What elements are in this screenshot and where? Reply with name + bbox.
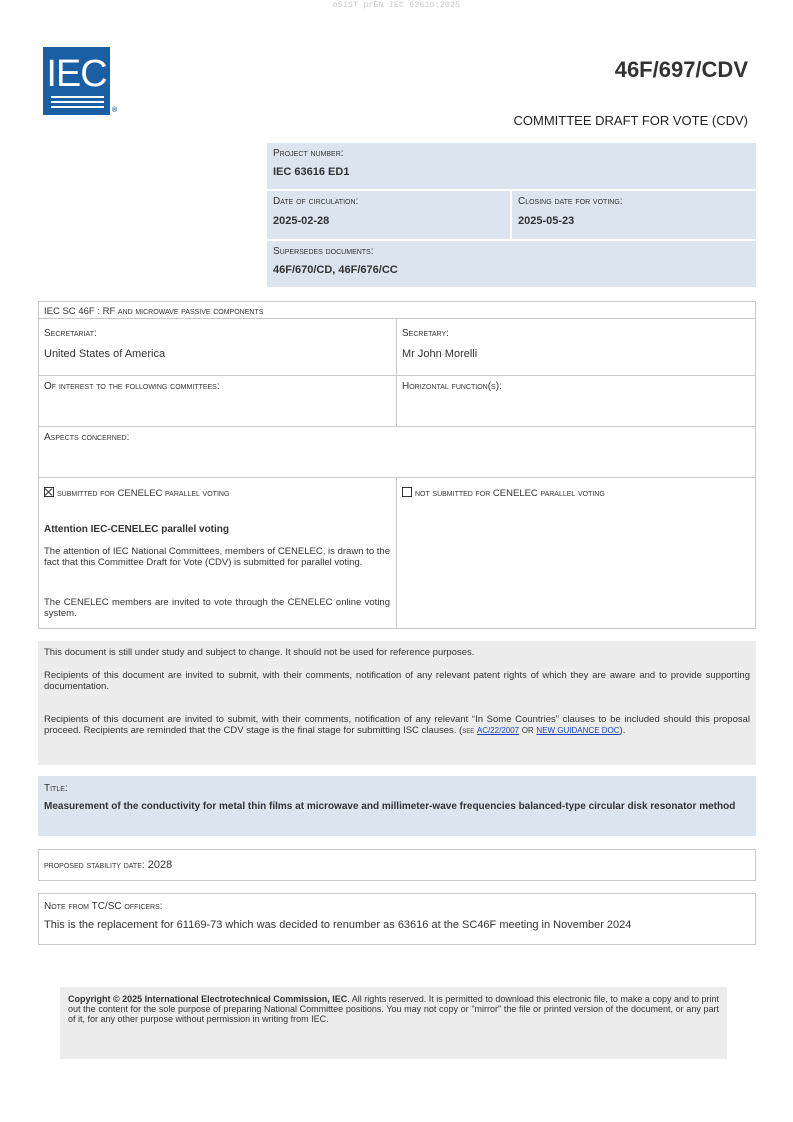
submitted-voting-option: submitted for CENELEC parallel voting	[44, 487, 229, 499]
stability-date-label: proposed stability date:	[44, 860, 145, 871]
document-number: 46F/697/CDV	[614, 57, 748, 82]
stability-date-box	[38, 849, 756, 881]
committee-name: IEC SC 46F : RF and microwave passive components	[44, 306, 264, 317]
copyright-text: . All rights reserved. It is permitted to download this electronic file, to make a copy and to print out the content for the sole purpose of preparing National Committee positions. You may not copy or "mirror" the file or printed version of the document, or any part of it, for any other purpose without permission in writing from IEC.	[68, 994, 719, 1024]
new-guidance-doc-link[interactable]: NEW GUIDANCE DOC	[536, 726, 620, 735]
supersedes-value: 46F/670/CD, 46F/676/CC	[273, 264, 398, 276]
secretary-value: Mr John Morelli	[402, 348, 478, 360]
supersedes-label: Supersedes documents:	[273, 246, 374, 257]
secretariat-label: Secretariat:	[44, 328, 97, 339]
aspects-label: Aspects concerned:	[44, 432, 130, 443]
stability-date	[44, 859, 172, 871]
iec-logo	[43, 47, 110, 115]
notice-paragraph-3: Recipients of this document are invited to submit, with their comments, notification of any relevant “In Some Countries” clauses to be included should this proposal proceed. Recipients are reminded that the CDV stage is the final stage for submitting ISC clauses. (see AC/22/2007 OR NEW GUIDANCE DOC).	[44, 714, 750, 736]
checked-box-icon	[44, 487, 54, 497]
notice-box	[38, 641, 756, 765]
note-box	[38, 893, 756, 945]
document-type: COMMITTEE DRAFT FOR VOTE (CDV)	[513, 113, 748, 128]
committee-table	[38, 301, 756, 629]
copyright-box	[60, 987, 727, 1059]
note-label: Note from TC/SC officers:	[44, 901, 163, 912]
notice-paragraph-1: This document is still under study and subject to change. It should not be used for reference purposes.	[44, 647, 475, 658]
circulation-date-cell	[267, 191, 510, 239]
supersedes-cell	[267, 241, 756, 287]
notice-paragraph-2: Recipients of this document are invited to submit, with their comments, notification of any relevant patent rights of which they are aware and to provide supporting documentation.	[44, 670, 750, 692]
attention-title: Attention IEC-CENELEC parallel voting	[44, 524, 230, 535]
title-box	[38, 776, 756, 836]
project-number-value: IEC 63616 ED1	[273, 166, 350, 178]
secretary-label: Secretary:	[402, 328, 449, 339]
not-submitted-voting-option: not submitted for CENELEC parallel voting	[402, 487, 605, 499]
unchecked-box-icon	[402, 487, 412, 497]
closing-date-cell	[512, 191, 756, 239]
title-value: Measurement of the conductivity for metal thin films at microwave and millimeter-wave frequencies balanced-type circular disk resonator method	[44, 801, 736, 812]
project-number-label: Project number:	[273, 148, 344, 159]
circulation-date-value: 2025-02-28	[273, 215, 330, 227]
interest-label: Of interest to the following committees:	[44, 381, 220, 392]
closing-date-value: 2025-05-23	[518, 215, 575, 227]
ac-22-2007-link[interactable]: AC/22/2007	[476, 726, 520, 735]
stability-date-value: 2028	[147, 859, 173, 871]
note-value: This is the replacement for 61169-73 which was decided to renumber as 63616 at the SC46F meeting in November 2024	[44, 919, 632, 931]
attention-paragraph-1: The attention of IEC National Committees, members of CENELEC, is drawn to the fact that this Committee Draft for Vote (CDV) is submitted for parallel voting.	[44, 546, 390, 568]
circulation-date-label: Date of circulation:	[273, 196, 359, 207]
horizontal-label: Horizontal function(s):	[402, 381, 502, 392]
title-label: Title:	[44, 783, 68, 794]
watermark: oSIST prEN IEC 63616:2025	[332, 1, 461, 10]
registered-mark: ®	[112, 107, 118, 114]
project-number-cell	[267, 143, 756, 189]
copyright-holder: Copyright © 2025 International Electrotechnical Commission, IEC	[68, 994, 348, 1004]
secretariat-value: United States of America	[44, 348, 166, 360]
logo-text: IEC	[46, 53, 107, 95]
closing-date-label: Closing date for voting:	[518, 196, 623, 207]
attention-paragraph-2: The CENELEC members are invited to vote through the CENELEC online voting system.	[44, 597, 390, 619]
